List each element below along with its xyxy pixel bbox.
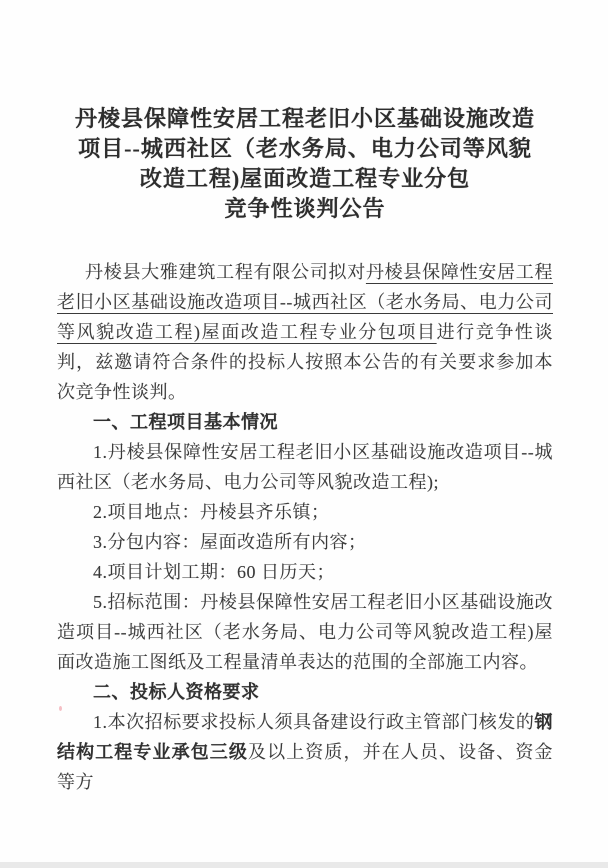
qualification-prefix-text: 1.本次招标要求投标人须具备建设行政主管部门核发的 <box>93 712 535 732</box>
section1-heading: 一、工程项目基本情况 <box>93 412 278 432</box>
title-line-4: 竞争性谈判公告 <box>224 196 386 221</box>
section1-item-5: 5.招标范围：丹棱县保障性安居工程老旧小区基础设施改造项目--城西社区（老水务局、电力公司等风貌改造工程)屋面改造施工图纸及工程量清单表达的范围的全部施工内容。 <box>57 592 553 672</box>
section2-item-1 <box>57 707 553 797</box>
qualification-bold-text: 钢结构工程专业承包三级 <box>57 712 553 762</box>
title-line-1: 丹棱县保障性安居工程老旧小区基础设施改造 <box>74 106 535 131</box>
title-line-2: 项目--城西社区（老水务局、电力公司等风貌 <box>78 136 532 161</box>
bottom-edge-strip <box>0 862 608 868</box>
intro-underlined-text: 丹棱县保障性安居工程老旧小区基础设施改造项目--城西社区（老水务局、电力公司等风貌改造工程)屋面改造工程专业分包项目 <box>57 262 553 342</box>
scan-artifact-dot <box>59 706 62 711</box>
intro-paragraph <box>57 257 553 407</box>
title-line-3: 改造工程)屋面改造工程专业分包 <box>139 166 471 191</box>
intro-prefix-text: 丹棱县大雅建筑工程有限公司拟对 <box>85 262 366 282</box>
intro-suffix-text: 进行竞争性谈判，兹邀请符合条件的投标人按照本公告的有关要求参加本次竞争性谈判。 <box>57 322 553 402</box>
section1-item-1: 1.丹棱县保障性安居工程老旧小区基础设施改造项目--城西社区（老水务局、电力公司等风貌改造工程); <box>57 442 553 492</box>
section1-item-3: 3.分包内容：屋面改造所有内容； <box>93 532 367 552</box>
doc-title <box>57 104 553 224</box>
page-content <box>57 0 553 797</box>
section1-item-2: 2.项目地点：丹棱县齐乐镇； <box>93 502 330 522</box>
qualification-suffix-text: 及以上资质，并在人员、设备、资金等方 <box>57 742 553 792</box>
section2-heading: 二、投标人资格要求 <box>93 682 260 702</box>
section1-item-4: 4.项目计划工期：60 日历天； <box>93 562 335 582</box>
